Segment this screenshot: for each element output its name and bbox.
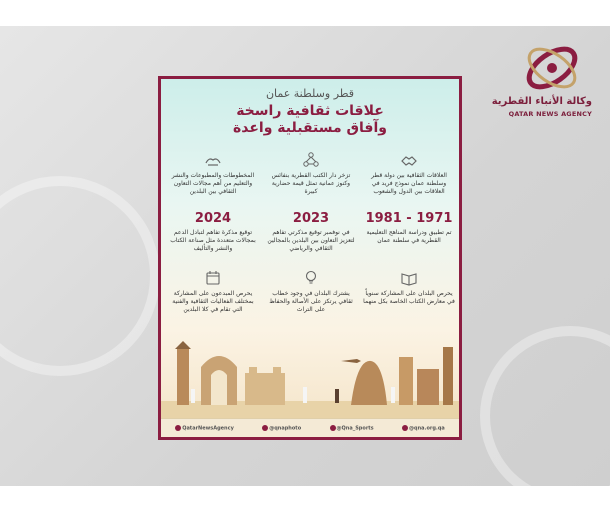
social-icon	[175, 425, 181, 431]
handle-text: @qna.org.qa	[409, 425, 445, 432]
handle-text: @Qna_Sports	[336, 425, 374, 432]
fact-cell	[265, 269, 357, 314]
brand-name-en: QATAR NEWS AGENCY	[508, 110, 592, 118]
social-handle-link[interactable]	[262, 425, 301, 432]
timeline-text: توقيع مذكرة تفاهم لتبادل الدعم بمجالات متعددة مثل صناعة الكتاب والنشر والتأليف	[170, 229, 256, 252]
handle-text: QatarNewsAgency	[182, 425, 234, 432]
twitter-icon	[330, 425, 336, 431]
top-band	[0, 0, 610, 26]
fact-text: يحرص البلدان على المشاركة سنوياً في معارض الكتاب الخاصة بكل منهما	[363, 290, 455, 305]
background-decoration	[480, 326, 610, 506]
fact-cell	[167, 269, 259, 314]
fact-cell	[363, 269, 455, 306]
timeline-cell	[265, 211, 357, 253]
hands-icon	[204, 151, 222, 169]
network-icon	[302, 151, 320, 169]
fact-text: العلاقات الثقافية بين دولة قطر وسلطنة عمان نموذج فريد في العلاقات بين الدول والشعوب	[371, 172, 447, 195]
timeline-year: 2024	[194, 211, 232, 226]
brand-name-ar: وكالة الأنباء القطرية	[491, 96, 592, 107]
fact-text: المخطوطات والمطبوعات والنشر والتعليم من أهم مجالات التعاون الثقافي بين البلدين	[171, 172, 255, 195]
timeline-text: في نوفمبر توقيع مذكرتي تفاهم لتعزيز التعاون بين البلدين بالمجالين الثقافي والرياضي	[267, 229, 355, 252]
background-decoration	[0, 176, 160, 376]
fact-cell	[167, 151, 259, 196]
timeline-cell	[363, 211, 455, 245]
timeline-text: تم تطبيق ودراسة المناهج التعليمية القطرية في سلطنة عمان	[366, 229, 452, 244]
qna-logo-icon	[512, 34, 592, 102]
social-handle-link[interactable]	[330, 425, 374, 432]
infographic-card	[158, 76, 462, 440]
instagram-icon	[262, 425, 268, 431]
timeline-year: 2023	[292, 211, 330, 226]
timeline-cell	[167, 211, 259, 253]
fact-text: تزخر دار الكتب القطرية بنفائس وكنوز عمانية تمثل قيمة حضارية كبيرة	[271, 172, 351, 195]
title-main-line1: علاقات ثقافية راسخة	[236, 103, 384, 119]
fact-cell	[265, 151, 357, 196]
heritage-scene-illustration	[161, 339, 459, 419]
calendar-icon	[204, 269, 222, 287]
book-icon	[400, 269, 418, 287]
fact-text: يحرص المبدعون على المشاركة بمختلف الفعاليات الثقافية والفنية التي تقام في كلا البلدين	[172, 290, 254, 313]
timeline-year: 1981 - 1971	[365, 211, 453, 226]
title-block	[161, 87, 459, 136]
social-footer	[161, 418, 459, 437]
lightbulb-icon	[302, 269, 320, 287]
social-handle-link[interactable]	[175, 425, 234, 432]
title-main-line2: وآفاق مستقبلية واعدة	[233, 120, 387, 136]
title-small: قطر وسلطنة عمان	[265, 87, 355, 100]
infographic-inner	[161, 79, 459, 437]
handshake-icon	[400, 151, 418, 169]
social-handle-link[interactable]	[402, 425, 445, 432]
handle-text: @qnaphoto	[269, 425, 302, 432]
web-icon	[402, 425, 408, 431]
fact-text: يشترك البلدان في وجود خطاب ثقافي يرتكز على الأصالة والحفاظ على التراث	[269, 290, 353, 313]
fact-cell	[363, 151, 455, 196]
